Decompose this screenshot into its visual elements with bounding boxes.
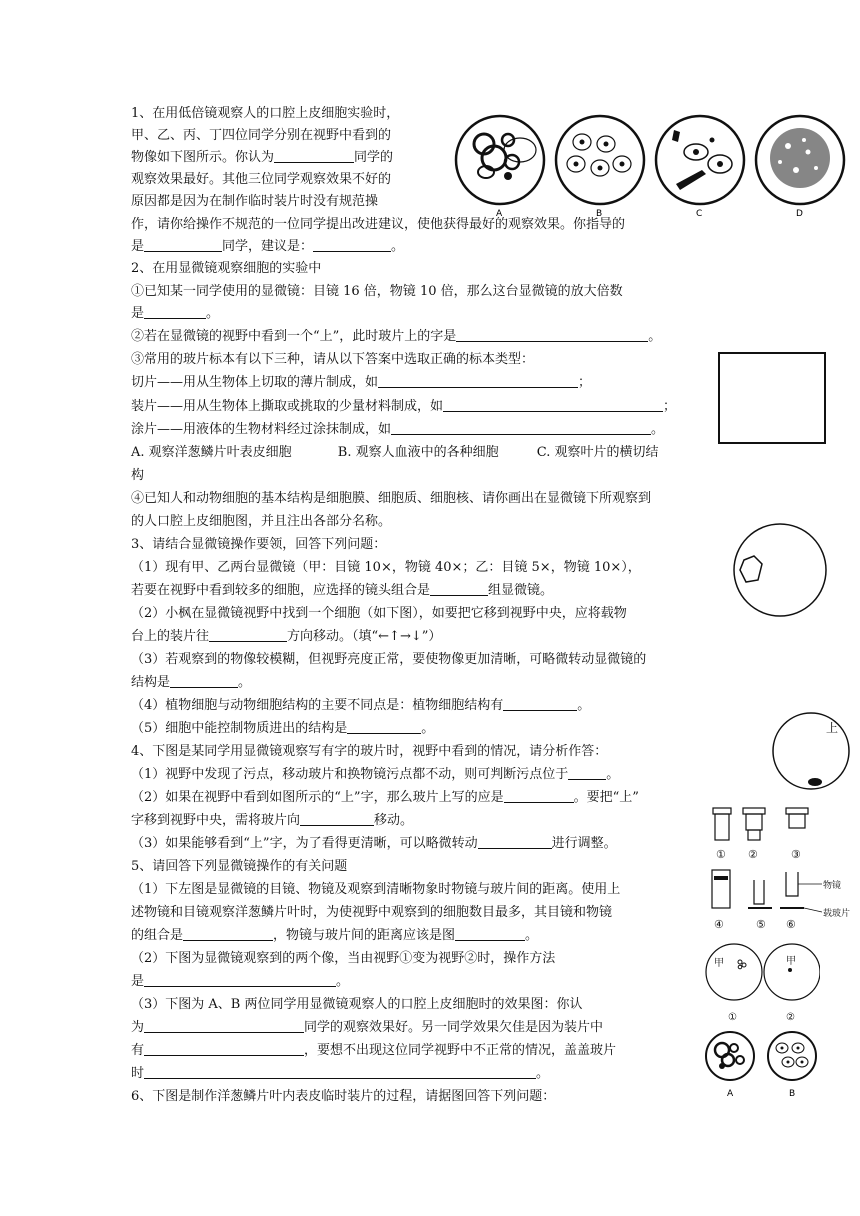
lens-num-2: ② <box>748 848 758 861</box>
field-c-label: C <box>696 209 703 219</box>
field-2-char: 甲 <box>786 956 796 967</box>
q5-blank-better-student[interactable] <box>144 1018 304 1033</box>
q4-blank-move-dir[interactable] <box>300 811 374 826</box>
q5-p2-line-1: （2）下图为显微镜观察到的两个像，当由视野①变为视野②时，操作方法 <box>131 951 556 966</box>
q5-blank-operation[interactable] <box>144 972 336 987</box>
objective-5 <box>748 880 772 908</box>
lens-num-6: ⑥ <box>786 918 796 931</box>
q1-line-1: 1、在用低倍镜观察人的口腔上皮细胞实验时， <box>131 106 400 121</box>
q5-blank-bubbles[interactable] <box>144 1041 304 1056</box>
q5-p1-line-1: （1）下左图是显微镜的目镜、物镜及观察到清晰物象时物镜与玻片间的距离。使用上 <box>131 882 621 897</box>
field-1-char: 甲 <box>714 958 724 969</box>
q3-p4: （4）植物细胞与动物细胞结构的主要不同点是：植物细胞结构有 。 <box>131 698 591 713</box>
q2-s4-line-1: ④已知人和动物细胞的基本结构是细胞膜、细胞质、细胞核、请你画出在显微镜下所观察到 <box>131 491 652 506</box>
q2-blank-mount[interactable] <box>443 397 663 412</box>
q5-p3-line-2: 为 同学的观察效果好。另一同学效果欠佳是因为装片中 <box>131 1020 604 1035</box>
q5-p2-line-2: 是 。 <box>131 974 350 989</box>
ab-field-b <box>768 1032 816 1080</box>
objective-4 <box>712 870 730 908</box>
q2-s2: ②若在显微镜的视野中看到一个“上”，此时玻片上的字是 。 <box>131 329 662 344</box>
q1-line-6: 作，请你给操作不规范的一位同学提出改进建议，使他获得最好的观察效果。你指导的 <box>131 217 626 232</box>
q3-blank-plant-structures[interactable] <box>503 696 577 711</box>
q3-blank-membrane[interactable] <box>347 719 421 734</box>
q2-blank-cut[interactable] <box>378 373 578 388</box>
q2-option-c-cont: 构 <box>131 468 145 483</box>
q4-title: 4、下图是某同学用显微镜观察写有字的玻片时，视野中看到的情况，请分析作答： <box>131 744 608 759</box>
q5-p1-line-3: 的组合是 ，物镜与玻片间的距离应该是图 。 <box>131 928 539 943</box>
q2-drawing-box[interactable] <box>718 352 826 444</box>
q4-field-char: 上 <box>826 721 839 735</box>
q5-title: 5、请回答下列显微镜操作的有关问题 <box>131 859 348 874</box>
q2-blank-magnification[interactable] <box>144 304 206 319</box>
q4-blank-stain-location[interactable] <box>568 765 606 780</box>
q3-title: 3、请结合显微镜操作要领，回答下列问题： <box>131 537 387 552</box>
q2-blank-char[interactable] <box>456 327 648 342</box>
q3-p1-line-1: （1）现有甲、乙两台显微镜（甲：目镜 10×，物镜 40×；乙：目镜 5×，物镜 10×）， <box>131 560 641 575</box>
q1-blank-student[interactable] <box>144 237 222 252</box>
ab-label-b: B <box>789 1089 796 1099</box>
q4-p3: （3）如果能够看到“上”字，为了看得更清晰，可以略微转动 进行调整。 <box>131 836 617 851</box>
q1-line-5: 原因都是因为在制作临时装片时没有规范操 <box>131 194 379 209</box>
q2-option-c: C. 观察叶片的横切结 <box>536 445 659 460</box>
q3-p2-line-1: （2）小枫在显微镜视野中找到一个细胞（如下图），如要把它移到视野中央，应将载物 <box>131 606 627 621</box>
field-a <box>456 116 544 204</box>
lens-num-1: ① <box>716 848 726 861</box>
q5-blank-cover-slip[interactable] <box>144 1064 536 1079</box>
lens-num-5: ⑤ <box>756 918 766 931</box>
q1-blank-suggestion[interactable] <box>313 237 391 252</box>
q2-cut: 切片——用从生物体上切取的薄片制成，如 ； <box>131 375 592 390</box>
q1-line-3: 物像如下图所示。你认为 同学的 <box>131 150 394 165</box>
q5-lens-figure <box>700 800 858 935</box>
q2-option-a: A. 观察洋葱鳞片叶表皮细胞 <box>131 445 292 460</box>
label-objective: 物镜 <box>823 881 842 891</box>
q2-mount: 装片——用从生物体上撕取或挑取的少量材料制成，如 ； <box>131 399 677 414</box>
q2-options <box>131 443 659 463</box>
q1-line-7: 是 同学，建议是： 。 <box>131 239 405 254</box>
q4-blank-slide-char[interactable] <box>504 788 574 803</box>
q4-p1: （1）视野中发现了污点，移动玻片和换物镜污点都不动，则可判断污点位于 。 <box>131 767 620 782</box>
field-num-2: ② <box>786 1012 795 1023</box>
q4-p2-line-1: （2）如果在视野中看到如图所示的“上”字，那么玻片上写的应是 。要把“上” <box>131 790 639 805</box>
field-d <box>756 116 844 204</box>
q4-p2-line-2: 字移到视野中央，需将玻片向 移动。 <box>131 813 414 828</box>
q5-ab-fields <box>700 1026 824 1104</box>
ab-field-a <box>706 1032 754 1080</box>
q1-line-4: 观察效果最好。其他三位同学观察效果不好的 <box>131 172 392 187</box>
q5-p1-line-2: 述物镜和目镜观察洋葱鳞片叶时，为使视野中观察到的细胞数目最多，其目镜和物镜 <box>131 905 613 920</box>
q6-title: 6、下图是制作洋葱鳞片叶内表皮临时装片的过程，请据图回答下列问题： <box>131 1089 556 1104</box>
q3-p2-line-2: 台上的装片往 方向移动。（填“←↑→↓”） <box>131 629 442 644</box>
q2-s1-line-1: ①已知某一同学使用的显微镜：目镜 16 倍，物镜 10 倍，那么这台显微镜的放大倍数 <box>131 284 623 299</box>
label-slide: 载玻片 <box>823 909 851 919</box>
q3-blank-direction[interactable] <box>209 627 287 642</box>
eyepiece-1 <box>713 808 731 840</box>
stain-spot <box>808 778 822 786</box>
q3-p1-line-2: 若要在视野中看到较多的细胞，应选择的镜头组合是 组显微镜。 <box>131 583 554 598</box>
q4-field-with-character <box>768 708 854 794</box>
q5-p3-line-4: 时 。 <box>131 1066 550 1081</box>
objective-6 <box>780 872 822 912</box>
eyepiece-3 <box>786 808 808 828</box>
q2-option-b: B. 观察人血液中的各种细胞 <box>337 445 499 460</box>
q1-figure-four-fields <box>450 112 850 220</box>
q5-two-fields <box>700 940 820 1026</box>
q1-blank-best[interactable] <box>274 148 354 163</box>
q3-blank-group[interactable] <box>430 581 488 596</box>
field-b <box>556 116 644 204</box>
q2-s1-line-2: 是 。 <box>131 306 220 321</box>
q2-s4-line-2: 的人口腔上皮细胞图，并且注出各部分名称。 <box>131 514 392 529</box>
q3-p3-line-1: （3）若观察到的物像较模糊，但视野亮度正常，要使物像更加清晰，可略微转动显微镜的 <box>131 652 647 667</box>
field-b-label: B <box>596 209 603 219</box>
q5-p3-line-1: （3）下图为 A、B 两位同学用显微镜观察人的口腔上皮细胞时的效果图：你认 <box>131 997 583 1012</box>
q3-field-with-cell <box>728 520 828 620</box>
q3-p3-line-2: 结构是 。 <box>131 675 252 690</box>
q2-s3: ③常用的玻片标本有以下三种，请从以下答案中选取正确的标本类型： <box>131 352 535 367</box>
q5-blank-lens-combo[interactable] <box>183 926 273 941</box>
field-c <box>656 116 744 204</box>
field-num-1: ① <box>728 1012 737 1023</box>
q3-p5: （5）细胞中能控制物质进出的结构是 。 <box>131 721 435 736</box>
q3-blank-structure[interactable] <box>170 673 238 688</box>
ab-label-a: A <box>727 1089 734 1099</box>
q4-blank-adjust[interactable] <box>478 834 552 849</box>
q1-line-2: 甲、乙、丙、丁四位同学分别在视野中看到的 <box>131 128 392 143</box>
q5-blank-distance[interactable] <box>455 926 525 941</box>
q2-title: 2、在用显微镜观察细胞的实验中 <box>131 261 322 276</box>
field-a-label: A <box>496 209 503 219</box>
q5-p3-line-3: 有 ，要想不出现这位同学视野中不正常的情况，盖盖玻片 <box>131 1043 617 1058</box>
lens-num-3: ③ <box>791 848 801 861</box>
field-d-label: D <box>796 209 803 219</box>
q2-blank-smear[interactable] <box>391 420 651 435</box>
eyepiece-2 <box>743 808 765 840</box>
q2-smear: 涂片——用液体的生物材料经过涂抹制成，如 。 <box>131 422 665 437</box>
lens-num-4: ④ <box>714 918 724 931</box>
